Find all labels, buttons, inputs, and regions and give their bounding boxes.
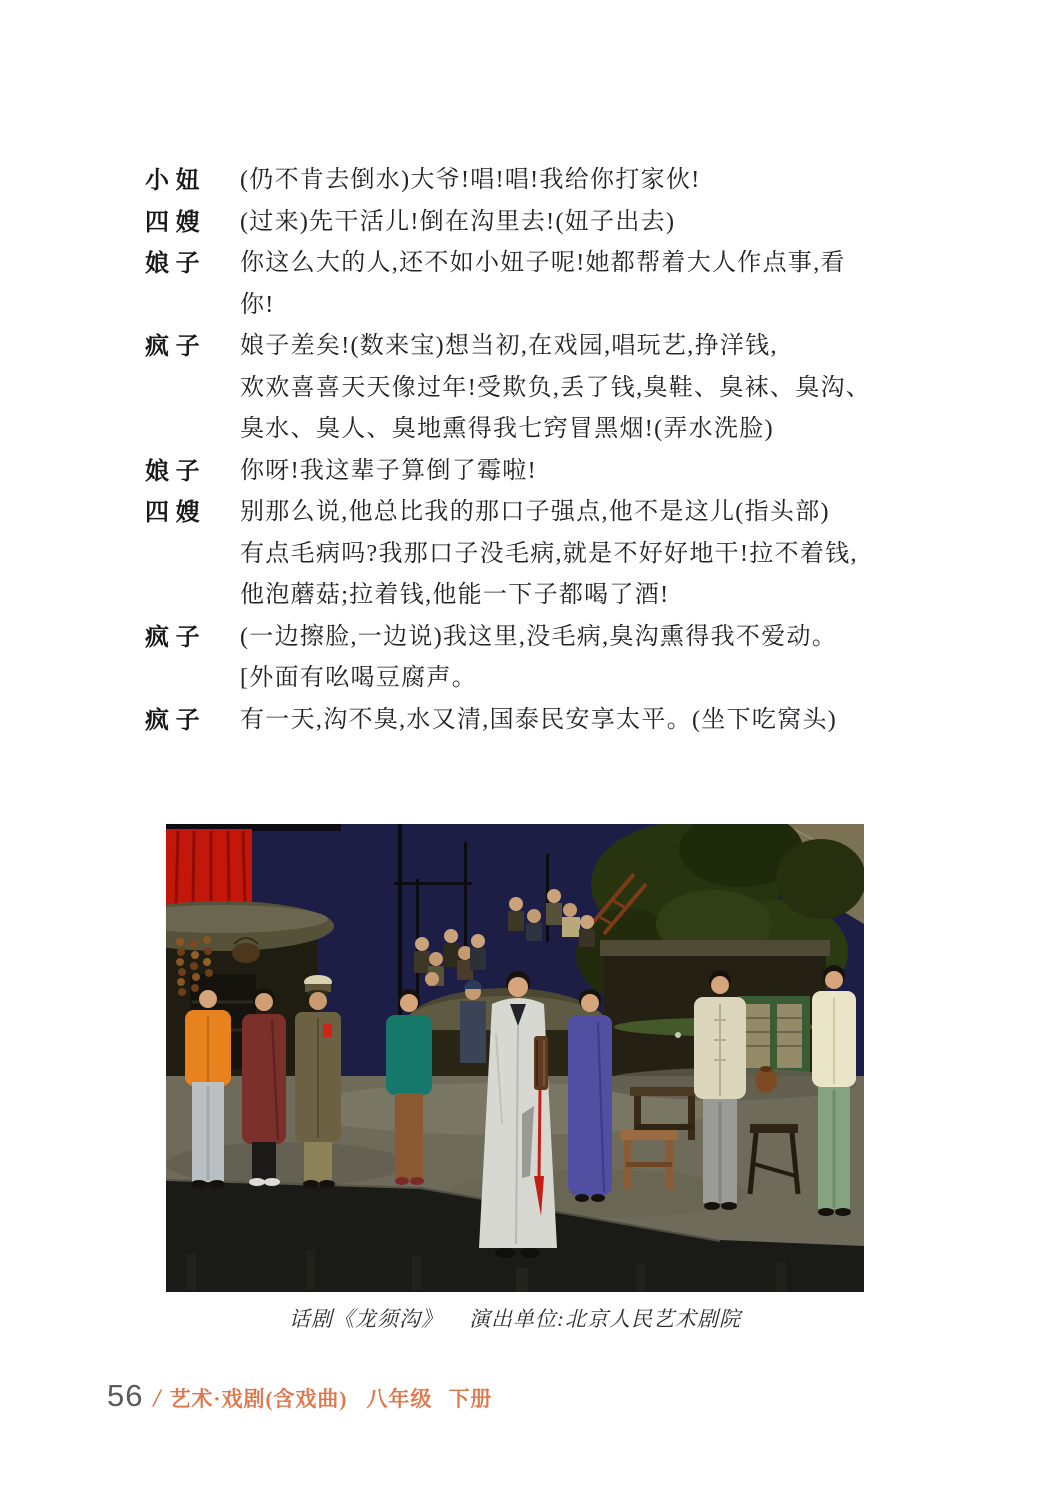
speaker-name: 娘 子	[145, 457, 200, 485]
dialogue-line: 娘子差矣!(数来宝)想当初,在戏园,唱玩艺,挣洋钱,	[240, 333, 778, 359]
bamboo-clappers	[534, 1036, 548, 1090]
page-number: 56	[107, 1378, 144, 1413]
script-entry	[145, 492, 945, 617]
page-footer	[107, 1378, 492, 1414]
red-curtain	[166, 829, 252, 907]
speaker-name: 四 嫂	[145, 499, 200, 526]
dialogue-line: 你这么大的人,还不如小妞子呢!她都帮着大人作点事,看	[240, 250, 846, 276]
script-entry	[145, 451, 945, 493]
footer-book-info	[169, 1383, 492, 1413]
speaker-name: 疯 子	[145, 623, 200, 651]
speaker-name: 小 妞	[145, 167, 200, 194]
footer-book-title: 艺术·戏剧(含戏曲)	[169, 1387, 348, 1411]
dialogue-line: 臭水、臭人、臭地熏得我七窍冒黑烟!(弄水洗脸)	[240, 416, 774, 442]
dialogue-line: 别那么说,他总比我的那口子强点,他不是这儿(指头部)	[240, 499, 830, 525]
figure-blue-robe-woman	[568, 989, 612, 1202]
dialogue-line: 你!	[240, 291, 275, 318]
dialogue-line: 你呀!我这辈子算倒了霉啦!	[240, 457, 537, 484]
dialogue-line: 欢欢喜喜天天像过年!受欺负,丢了钱,臭鞋、臭袜、臭沟、	[240, 374, 872, 401]
script-entry	[145, 700, 945, 742]
footer-grade: 八年级	[366, 1387, 433, 1411]
dialogue-line: 他泡蘑菇;拉着钱,他能一下子都喝了酒!	[240, 582, 670, 608]
play-script	[145, 160, 945, 741]
dialogue-line: 有点毛病吗?我那口子没毛病,就是不好好地干!拉不着钱,	[240, 540, 858, 567]
caption-troupe: 演出单位:北京人民艺术剧院	[469, 1307, 741, 1331]
speaker-name: 娘 子	[145, 250, 200, 277]
dialogue-line: (过来)先干活儿!倒在沟里去!(妞子出去)	[240, 208, 676, 235]
window	[738, 996, 810, 1076]
script-entry	[145, 202, 945, 244]
speaker-name: 疯 子	[145, 333, 200, 360]
dialogue-line: (一边擦脸,一边说)我这里,没毛病,臭沟熏得我不爱动。	[240, 623, 838, 650]
speaker-name: 四 嫂	[145, 208, 200, 236]
footer-volume: 下册	[448, 1387, 493, 1411]
script-entry	[145, 617, 945, 700]
script-entry	[145, 243, 945, 326]
footer-separator: /	[153, 1385, 161, 1412]
stage-note-line: [外面有吆喝豆腐声。	[240, 665, 477, 691]
script-entry	[145, 326, 945, 451]
stage-photo	[166, 824, 864, 1292]
caption-play-title: 话剧《龙须沟》	[289, 1307, 443, 1331]
figure-yellow-shirt-man	[812, 965, 856, 1216]
photo-caption	[166, 1303, 864, 1333]
speaker-name: 疯 子	[145, 706, 200, 734]
dialogue-line: (仍不肯去倒水)大爷!唱!唱!我给你打家伙!	[240, 167, 701, 193]
script-entry	[145, 160, 945, 202]
dialogue-line: 有一天,沟不臭,水又清,国泰民安享太平。(坐下吃窝头)	[240, 706, 838, 733]
stage-photo-scene	[166, 824, 864, 1292]
